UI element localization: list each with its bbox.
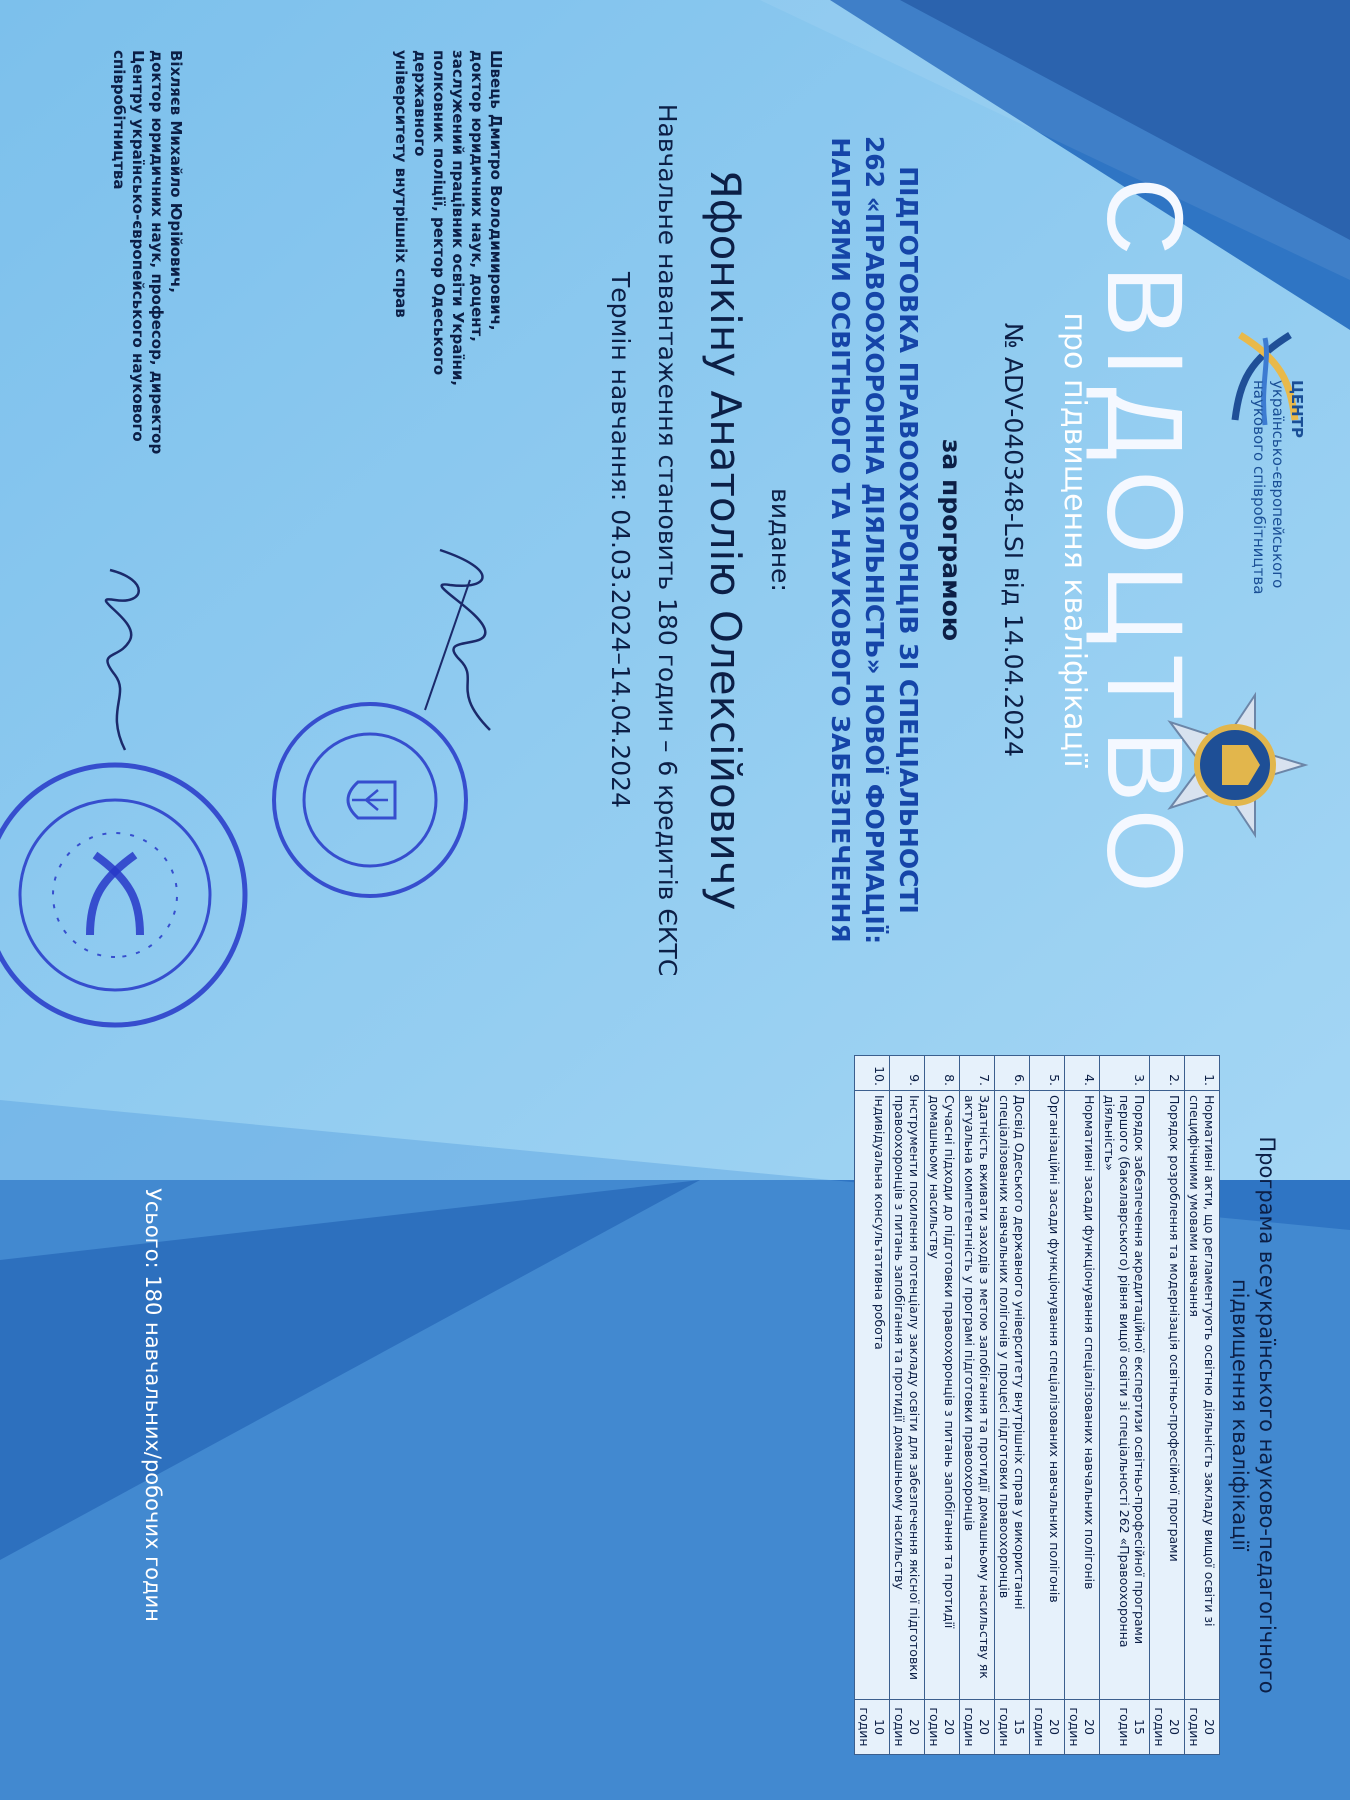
course-hours: 20 годин (1185, 1700, 1220, 1755)
certificate-subtitle: про підвищення кваліфікації (1057, 312, 1092, 768)
signatory-director (109, 50, 185, 480)
course-number: 5. (1030, 1056, 1065, 1091)
center-stamp (0, 760, 250, 1030)
signatory-line: доктор юридичних наук, доцент, (468, 50, 486, 342)
issued-label: видане: (766, 488, 795, 592)
logo-line: наукового співробітництва (1250, 380, 1268, 595)
program-name-line: НАПРЯМИ ОСВІТНЬОГО ТА НАУКОВОГО ЗАБЕЗПЕЧЕННЯ (826, 137, 855, 943)
handwritten-signature-director (70, 560, 170, 760)
course-hours: 20 годин (960, 1700, 995, 1755)
course-number: 2. (1150, 1056, 1185, 1091)
table-row (1185, 1056, 1220, 1755)
course-number: 8. (925, 1056, 960, 1091)
course-title: Сучасні підходи до підготовки правоохоронців з питань запобігання та протидії домашньому насильству (925, 1091, 960, 1700)
course-title: Здатність вживати заходів з метою запобігання та протидії домашньому насильству як актуальна компетентність у програмі підготовки правоохоронців (960, 1091, 995, 1700)
term-text: Термін навчання: 04.03.2024–14.04.2024 (606, 272, 635, 808)
course-title: Порядок розроблення та модернізація освітньо-професійної програми (1150, 1091, 1185, 1700)
course-title: Досвід Одеського державного університету внутрішніх справ у використанні спеціалізованих навчальних полігонів у процесі підготовки правоохоронців (995, 1091, 1030, 1700)
center-logo-text (1249, 380, 1306, 680)
course-hours: 15 годин (1100, 1700, 1150, 1755)
course-number: 6. (995, 1056, 1030, 1091)
signatory-line: доктор юридичних наук, професор, директор (148, 50, 166, 455)
workload-text: Навчальне навантаження становить 180 годин – 6 кредитів ЄКТС (653, 103, 682, 977)
signatory-line: полковник поліції, ректор Одеського державного (411, 50, 448, 376)
course-hours: 20 годин (1150, 1700, 1185, 1755)
course-title: Порядок забезпечення акредитаційної експертизи освітньо-професійної програми першого (бакалаврського) рівня вищої освіти зі спеціальності 262 «Правоохоронна діяльність» (1100, 1091, 1150, 1700)
table-row (925, 1056, 960, 1755)
program-name-line: 262 «ПРАВООХОРОННА ДІЯЛЬНІСТЬ» НОВОЇ ФОРМАЦІЇ: (860, 135, 889, 945)
signatory-line: університету внутрішніх справ (392, 50, 410, 318)
signatory-line: Віхляєв Михайло Юрійович, (167, 50, 185, 294)
signatory-rector (391, 50, 505, 480)
course-hours: 20 годин (1030, 1700, 1065, 1755)
course-hours: 15 годин (995, 1700, 1030, 1755)
course-hours: 20 годин (925, 1700, 960, 1755)
logo-line: українсько-європейського (1269, 380, 1287, 589)
course-hours: 10 годин (855, 1700, 890, 1755)
course-hours: 20 годин (1065, 1700, 1100, 1755)
table-row (1150, 1056, 1185, 1755)
course-title: Індивідуальна консультативна робота (855, 1091, 890, 1700)
course-title: Інструменти посилення потенціалу закладу освіти для забезпечення якісної підготовки правоохоронців з питань запобігання та протидії домашньому насильству (890, 1091, 925, 1700)
signatory-line: заслужений працівник освіти України, (449, 50, 467, 387)
course-number: 4. (1065, 1056, 1100, 1091)
signatory-line: Швець Дмитро Володимирович, (487, 50, 505, 331)
course-title: Нормативні акти, що регламентують освітню діяльність закладу вищої освіти зі специфічними умовами навчання (1185, 1091, 1220, 1700)
course-number: 7. (960, 1056, 995, 1091)
certificate-number: № ADV-040348-LSI від 14.04.2024 (999, 322, 1028, 758)
signatory-line: Центру українсько-європейського наукового співробітництва (110, 50, 147, 442)
table-row (890, 1056, 925, 1755)
course-number: 9. (890, 1056, 925, 1091)
course-title: Організаційні засади функціонування спеціалізованих навчальних полігонів (1030, 1091, 1065, 1700)
total-hours: Усього: 180 навчальних/робочих годин (141, 1188, 165, 1622)
table-row (995, 1056, 1030, 1755)
program-name (823, 40, 925, 1040)
recipient-name: Яфонкіну Анатолію Олексійовичу (701, 169, 750, 911)
course-hours: 20 годин (890, 1700, 925, 1755)
course-table (854, 1055, 1220, 1755)
table-row (1065, 1056, 1100, 1755)
logo-line: ЦЕНТР (1288, 380, 1306, 438)
course-number: 1. (1185, 1056, 1220, 1091)
table-row (855, 1056, 890, 1755)
university-stamp (270, 700, 470, 900)
program-name-line: ПІДГОТОВКА ПРАВООХОРОНЦІВ ЗІ СПЕЦІАЛЬНОСТІ (894, 166, 923, 914)
course-title: Нормативні засади функціонування спеціалізованих навчальних полігонів (1065, 1091, 1100, 1700)
course-number: 10. (855, 1056, 890, 1091)
table-row (960, 1056, 995, 1755)
certificate-title: СВІДОЦТВО (1085, 177, 1206, 903)
table-row (1100, 1056, 1150, 1755)
program-title: Програма всеукраїнського науково-педагогічного підвищення кваліфікації (1228, 1136, 1279, 1694)
course-number: 3. (1100, 1056, 1150, 1091)
table-row (1030, 1056, 1065, 1755)
program-label: за програмою (937, 438, 966, 642)
